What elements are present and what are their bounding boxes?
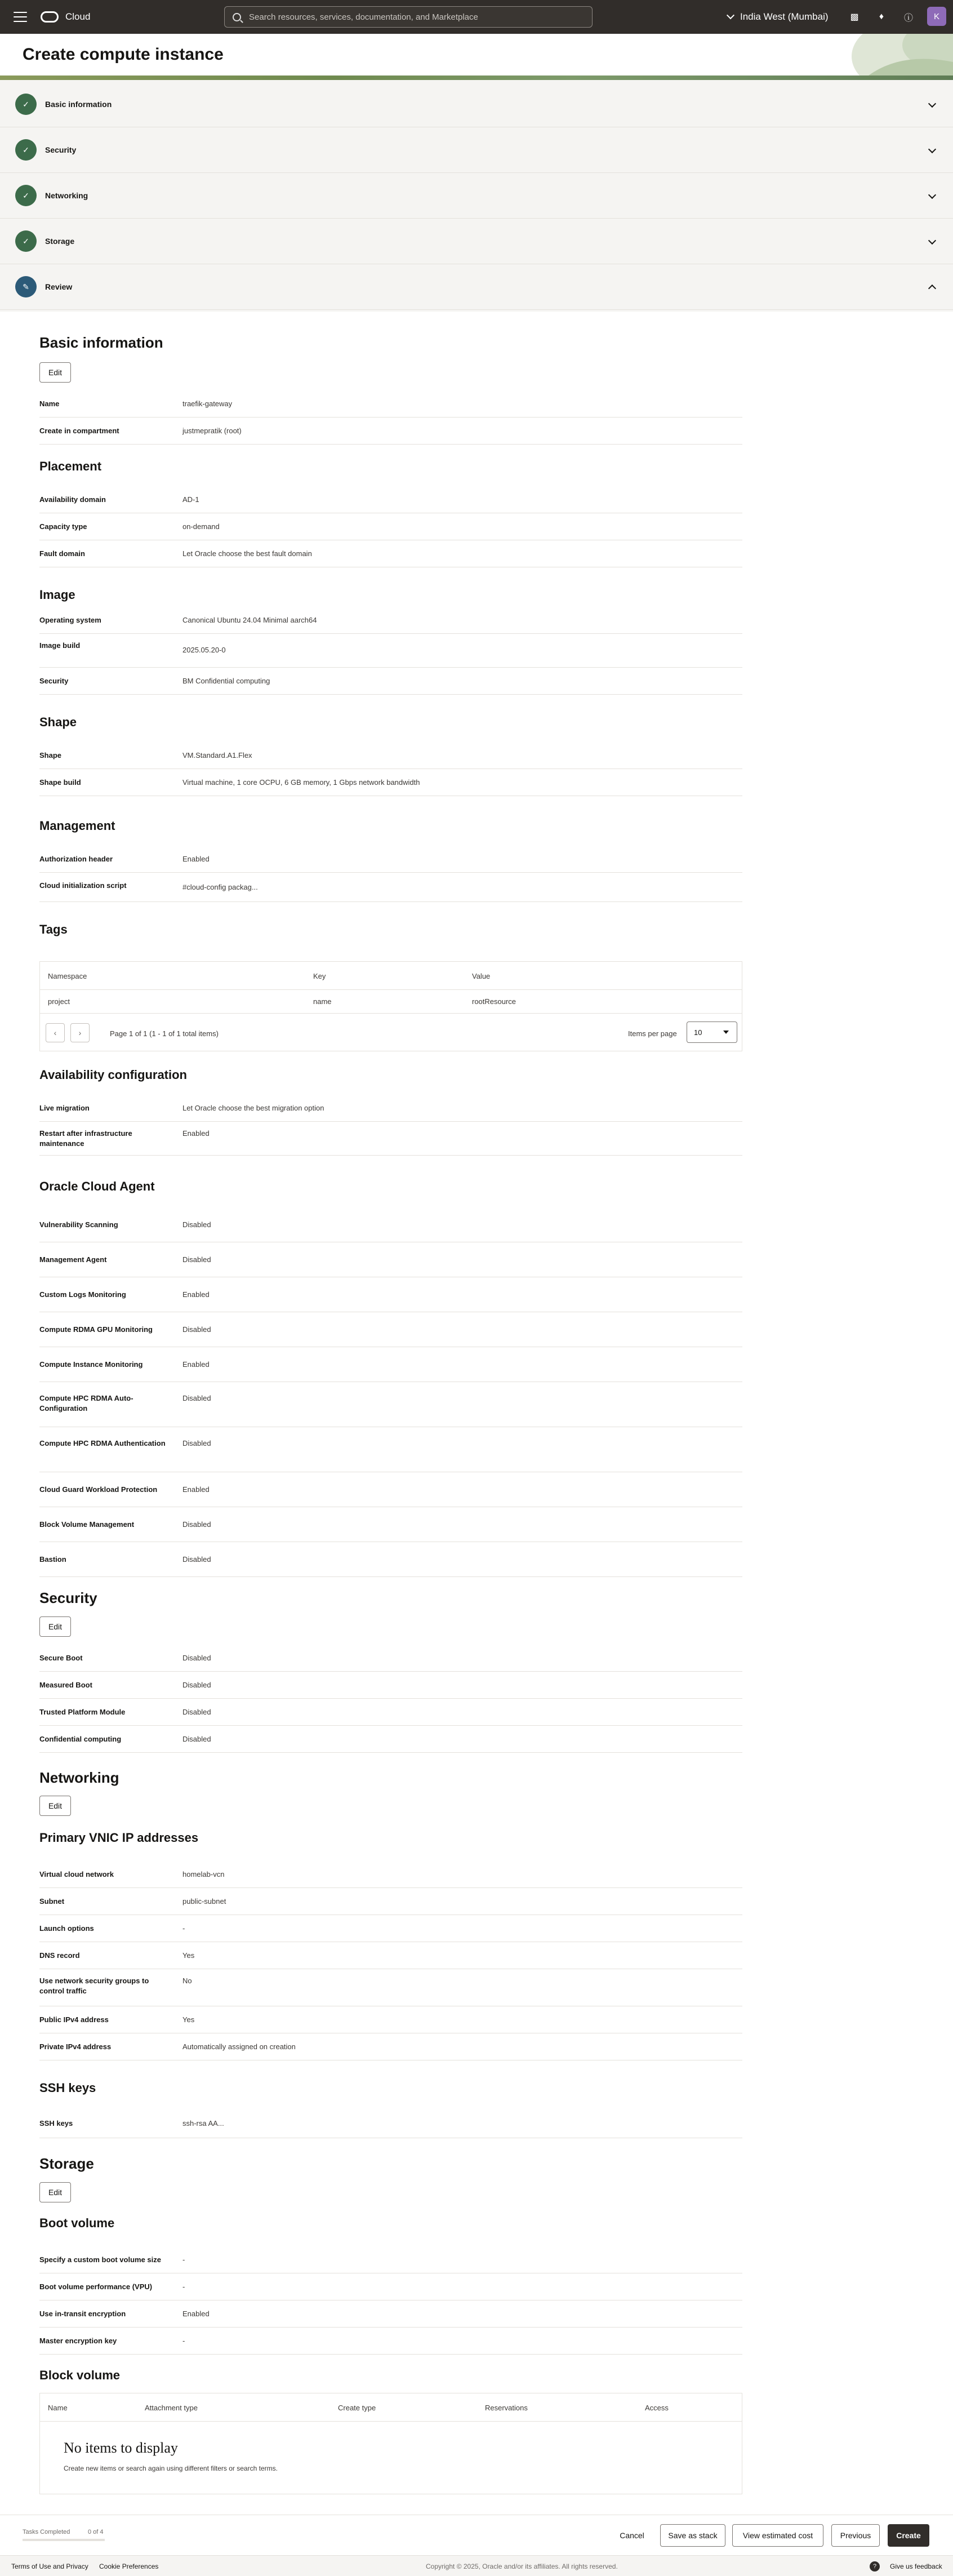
column-header: Access [645,2404,669,2412]
review-row [39,1726,742,1753]
section-title-boot-volume: Boot volume [39,2216,115,2230]
checkmark-icon: ✓ [15,139,37,161]
row-label: Virtual cloud network [39,1870,114,1878]
banner-stripe [0,75,953,80]
edit-networking-button[interactable]: Edit [39,1796,71,1816]
row-value: Disabled [182,1708,211,1716]
region-selector[interactable] [728,0,829,34]
hamburger-menu-icon[interactable] [14,12,27,22]
row-label: Create in compartment [39,427,119,435]
create-button[interactable]: Create [888,2524,929,2547]
step-networking[interactable] [0,173,953,219]
feedback-icon[interactable]: ? [870,2561,880,2571]
row-label: Use network security groups to control traffic [39,1977,149,1995]
chevron-down-icon [928,191,936,199]
section-title-availability-configuration: Availability configuration [39,1068,187,1082]
row-value: Disabled [182,1220,211,1229]
row-value: - [182,1924,185,1933]
row-label: Use in-transit encryption [39,2309,126,2318]
row-value: Disabled [182,1681,211,1689]
previous-page-button[interactable]: ‹ [46,1023,65,1042]
code-editor-icon[interactable]: ▩ [850,12,859,22]
row-value: BM Confidential computing [182,677,270,685]
row-label: Shape [39,751,62,760]
oracle-ring-icon [41,11,59,23]
row-label: Cloud Guard Workload Protection [39,1485,158,1494]
section-title-security: Security [39,1589,97,1606]
row-label: Confidential computing [39,1735,122,1743]
give-feedback-link[interactable]: Give us feedback [890,2562,942,2570]
review-row [39,846,742,873]
review-row [39,2273,742,2300]
row-label: Block Volume Management [39,1520,135,1529]
checkmark-icon: ✓ [15,94,37,115]
review-row [39,513,742,540]
table-header-row [40,962,742,990]
row-value: Enabled [182,1485,210,1494]
row-value: Enabled [182,1290,210,1299]
section-title-shape: Shape [39,715,77,729]
pagination-status: Page 1 of 1 (1 - 1 of 1 total items) [110,1029,219,1038]
row-label: Cloud initialization script [39,881,127,890]
row-value: #cloud-config packag... [182,883,258,891]
table-cell: project [48,997,70,1006]
row-value: Disabled [182,1255,211,1264]
review-row [39,1645,742,1672]
row-label: Management Agent [39,1255,107,1264]
step-basic-information[interactable] [0,82,953,127]
column-header: Create type [338,2404,376,2412]
oracle-cloud-logo[interactable] [41,11,90,23]
review-row [39,742,742,769]
row-value: Yes [182,2015,195,2024]
column-header: Namespace [48,972,87,980]
terms-of-use-link[interactable]: Terms of Use and Privacy [11,2562,88,2570]
row-value: public-subnet [182,1897,226,1906]
column-header: Name [48,2404,68,2412]
search-placeholder: Search resources, services, documentation, and Marketplace [249,12,478,22]
review-row [39,1861,742,1888]
row-value: No [182,1977,192,1985]
review-row [39,1472,742,1507]
row-value: Virtual machine, 1 core OCPU, 6 GB memory, 1 Gbps network bandwidth [182,778,420,787]
review-row [39,1969,742,2006]
cancel-button[interactable]: Cancel [620,2531,644,2540]
top-navigation-bar [0,0,953,34]
section-title-storage: Storage [39,2155,94,2172]
caret-down-icon [723,1031,729,1034]
edit-security-button[interactable]: Edit [39,1616,71,1637]
step-review[interactable] [0,264,953,310]
row-value: justmepratik (root) [182,427,242,435]
row-value: Disabled [182,1555,211,1564]
review-row [39,2033,742,2060]
review-row [39,1672,742,1699]
step-label: Review [45,282,73,291]
view-estimated-cost-button[interactable]: View estimated cost [732,2524,823,2547]
section-title-primary-vnic: Primary VNIC IP addresses [39,1831,199,1845]
edit-storage-button[interactable]: Edit [39,2182,71,2202]
row-value: Enabled [182,855,210,863]
section-title-ssh-keys: SSH keys [39,2081,96,2095]
row-value: Disabled [182,1735,211,1743]
row-label: Private IPv4 address [39,2042,112,2051]
section-title-placement: Placement [39,459,102,473]
review-row [39,1095,742,1122]
review-row [39,634,742,668]
review-row [39,1542,742,1577]
row-label: Specify a custom boot volume size [39,2255,161,2264]
row-value: 2025.05.20-0 [182,646,226,654]
row-label: Boot volume performance (VPU) [39,2282,153,2291]
copyright-text: Copyright © 2025, Oracle and/or its affiliates. All rights reserved. [426,2562,618,2570]
section-title-networking: Networking [39,1769,119,1786]
row-label: Secure Boot [39,1654,83,1662]
row-value: Automatically assigned on creation [182,2042,296,2051]
save-as-stack-button[interactable]: Save as stack [660,2524,725,2547]
row-value: - [182,2255,185,2264]
row-value: - [182,2337,185,2345]
review-row [39,1507,742,1542]
review-row [39,1427,742,1472]
wizard-action-bar [0,2515,953,2555]
column-header: Reservations [485,2404,528,2412]
review-panel [0,312,953,2515]
edit-basic-information-button[interactable]: Edit [39,362,71,383]
row-label: Compute Instance Monitoring [39,1360,143,1369]
search-icon [233,13,241,21]
step-storage[interactable] [0,219,953,264]
progress-bar [23,2539,105,2541]
chevron-down-icon [928,237,936,245]
row-label: Subnet [39,1897,65,1906]
row-label: Compute HPC RDMA Authentication [39,1439,166,1447]
pencil-icon: ✎ [15,276,37,297]
row-value: Disabled [182,1394,211,1402]
cookie-preferences-link[interactable]: Cookie Preferences [99,2562,159,2570]
tags-table [39,961,742,1051]
row-label: Custom Logs Monitoring [39,1290,126,1299]
step-label: Security [45,145,77,154]
chevron-up-icon [928,285,936,292]
page-header-banner [0,34,953,80]
row-label: Compute RDMA GPU Monitoring [39,1325,153,1334]
review-row [39,1382,742,1427]
row-label: Measured Boot [39,1681,92,1689]
chevron-down-icon [727,11,734,19]
section-title-block-volume: Block volume [39,2368,121,2382]
section-title-image: Image [39,588,75,602]
table-row[interactable] [40,990,742,1014]
review-row [39,540,742,567]
table-cell: name [313,997,332,1006]
chevron-down-icon [928,100,936,108]
section-title-oracle-cloud-agent: Oracle Cloud Agent [39,1179,155,1193]
row-value: Let Oracle choose the best fault domain [182,549,312,558]
review-row [39,418,742,445]
row-label: Launch options [39,1924,94,1933]
empty-state-message: Create new items or search again using different filters or search terms. [64,2464,278,2472]
row-label: Trusted Platform Module [39,1708,126,1716]
row-value: VM.Standard.A1.Flex [182,751,252,760]
review-row [39,1207,742,1242]
selected-value: 10 [694,1028,702,1037]
brand-name: Cloud [65,11,91,22]
page-footer [0,2555,953,2576]
column-header: Value [472,972,491,980]
table-header-row [40,2393,742,2422]
step-label: Networking [45,191,88,200]
row-label: Availability domain [39,495,106,504]
row-value: - [182,2282,185,2291]
row-value: Disabled [182,1439,211,1447]
row-label: Security [39,677,69,685]
review-row [39,1888,742,1915]
review-row [39,486,742,513]
step-label: Storage [45,237,75,246]
row-label: DNS record [39,1951,80,1960]
review-row [39,668,742,695]
row-value: Enabled [182,1360,210,1369]
row-value: traefik-gateway [182,399,233,408]
review-row [39,2328,742,2355]
review-row [39,2109,742,2138]
row-label: Image build [39,641,81,650]
section-title-management: Management [39,819,115,833]
step-security[interactable] [0,127,953,173]
search-input[interactable] [224,6,593,28]
section-title-basic-information: Basic information [39,334,163,351]
column-header: Attachment type [145,2404,198,2412]
review-row [39,769,742,796]
row-value: on-demand [182,522,220,531]
row-value: Canonical Ubuntu 24.04 Minimal aarch64 [182,616,317,624]
previous-button[interactable]: Previous [831,2524,880,2547]
row-label: Bastion [39,1555,66,1564]
row-value: homelab-vcn [182,1870,225,1878]
row-value: Enabled [182,2309,210,2318]
row-label: Fault domain [39,549,85,558]
review-row [39,1242,742,1277]
row-label: Name [39,399,60,408]
review-row [39,1277,742,1312]
review-row [39,1699,742,1726]
column-header: Key [313,972,326,980]
review-row [39,1942,742,1969]
row-label: Master encryption key [39,2337,117,2345]
row-label: Compute HPC RDMA Auto-Configuration [39,1394,133,1413]
review-row [39,607,742,634]
review-row [39,1915,742,1942]
section-title-tags: Tags [39,922,68,936]
empty-state-title: No items to display [64,2440,178,2456]
block-volume-table [39,2393,742,2494]
row-label: Live migration [39,1104,90,1112]
row-label: SSH keys [39,2119,73,2128]
row-label: Vulnerability Scanning [39,1220,118,1229]
review-row [39,1122,742,1156]
help-icon[interactable]: ⓘ [903,13,913,23]
next-page-button[interactable]: › [70,1023,90,1042]
user-avatar[interactable]: K [927,7,946,26]
row-label: Capacity type [39,522,87,531]
region-name: India West (Mumbai) [740,11,829,22]
review-row [39,873,742,902]
items-per-page-select[interactable] [687,1021,737,1043]
row-value: Let Oracle choose the best migration option [182,1104,324,1112]
row-label: Operating system [39,616,101,624]
progress-count: 0 of 4 [88,2529,104,2535]
row-value: Enabled [182,1129,210,1138]
row-value: Disabled [182,1654,211,1662]
review-row [39,2006,742,2033]
review-row [39,1312,742,1347]
row-label: Authorization header [39,855,113,863]
chevron-down-icon [928,145,936,153]
step-label: Basic information [45,100,112,109]
row-value: AD-1 [182,495,199,504]
row-value: ssh-rsa AA... [182,2119,224,2128]
review-row [39,2246,742,2273]
progress-label: Tasks Completed [23,2529,70,2535]
page-title: Create compute instance [23,45,224,64]
row-value: Disabled [182,1520,211,1529]
checkmark-icon: ✓ [15,185,37,206]
checkmark-icon: ✓ [15,230,37,252]
row-label: Shape build [39,778,81,787]
notifications-bell-icon[interactable]: ♦ [879,12,884,21]
review-row [39,1347,742,1382]
table-cell: rootResource [472,997,516,1006]
row-value: Disabled [182,1325,211,1334]
items-per-page-label: Items per page [628,1029,677,1038]
row-label: Restart after infrastructure maintenance [39,1129,132,1148]
row-label: Public IPv4 address [39,2015,109,2024]
row-value: Yes [182,1951,195,1960]
review-row [39,2300,742,2328]
decorative-banner-art [795,34,953,80]
review-row [39,390,742,418]
